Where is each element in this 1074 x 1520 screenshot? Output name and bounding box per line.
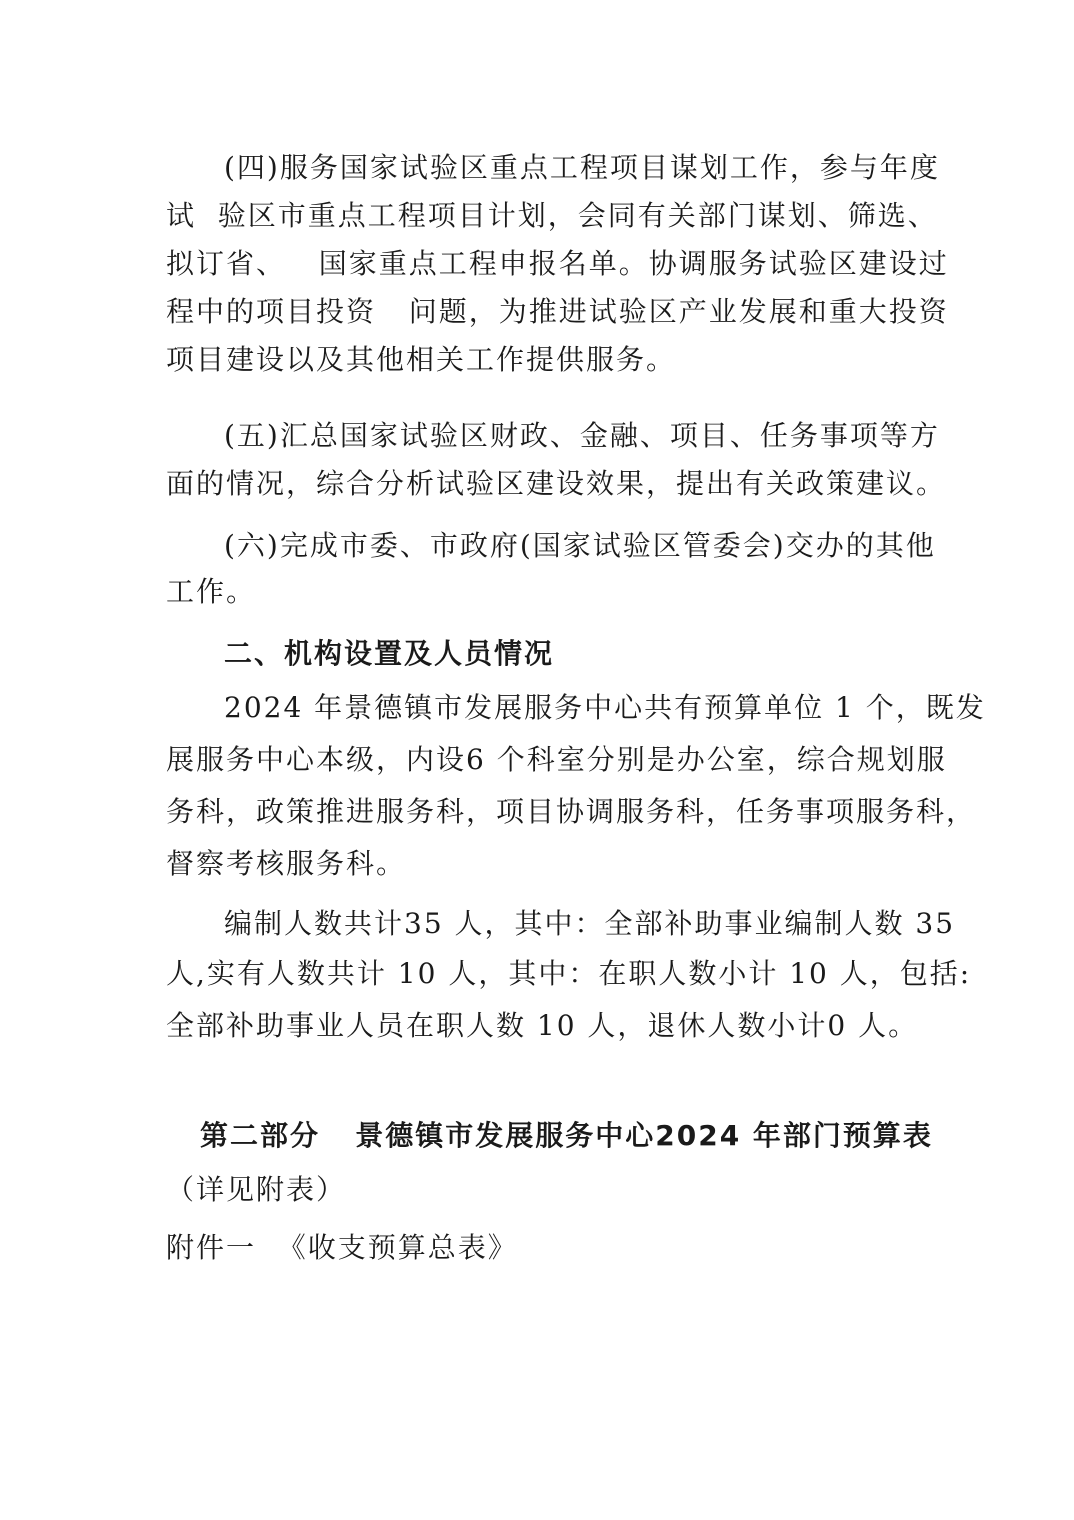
paragraph-org-line-4: 督察考核服务科。 <box>166 847 407 880</box>
paragraph-4-line-1: (四)服务国家试验区重点工程项目谋划工作，参与年度 <box>224 151 940 184</box>
paragraph-org-line-2: 展服务中心本级，内设6 个科室分别是办公室，综合规划服 <box>166 743 947 776</box>
paragraph-staff-line-3: 全部补助事业人员在职人数 10 人，退休人数小计0 人。 <box>166 1009 919 1042</box>
paragraph-5-line-2: 面的情况，综合分析试验区建设效果，提出有关政策建议。 <box>166 467 947 500</box>
attachment-1-label: 附件一 《收支预算总表》 <box>166 1231 518 1264</box>
paragraph-6-line-1: (六)完成市委、市政府(国家试验区管委会)交办的其他 <box>224 529 936 562</box>
part2-title: 第二部分 景德镇市发展服务中心2024 年部门预算表 <box>200 1119 933 1152</box>
section-heading-organization: 二、机构设置及人员情况 <box>224 637 555 670</box>
paragraph-6-line-2: 工作。 <box>166 575 257 608</box>
paragraph-org-line-1: 2024 年景德镇市发展服务中心共有预算单位 1 个，既发 <box>224 691 986 724</box>
paragraph-staff-line-2: 人,实有人数共计 10 人，其中：在职人数小计 10 人，包括: <box>166 957 972 990</box>
paragraph-staff-line-1: 编制人数共计35 人，其中：全部补助事业编制人数 35 <box>224 907 956 940</box>
paragraph-4-line-2: 试 验区市重点工程项目计划，会同有关部门谋划、筛选、 <box>166 199 938 232</box>
paragraph-4-line-4: 程中的项目投资 问题，为推进试验区产业发展和重大投资 <box>166 295 949 328</box>
paragraph-4-line-3: 拟订省、 国家重点工程申报名单。协调服务试验区建设过 <box>166 247 949 280</box>
paragraph-5-line-1: (五)汇总国家试验区财政、金融、项目、任务事项等方 <box>224 419 940 452</box>
see-attached-note: （详见附表） <box>166 1173 347 1206</box>
paragraph-4-line-5: 项目建设以及其他相关工作提供服务。 <box>166 343 677 376</box>
paragraph-org-line-3: 务科，政策推进服务科，项目协调服务科，任务事项服务科， <box>166 795 977 828</box>
